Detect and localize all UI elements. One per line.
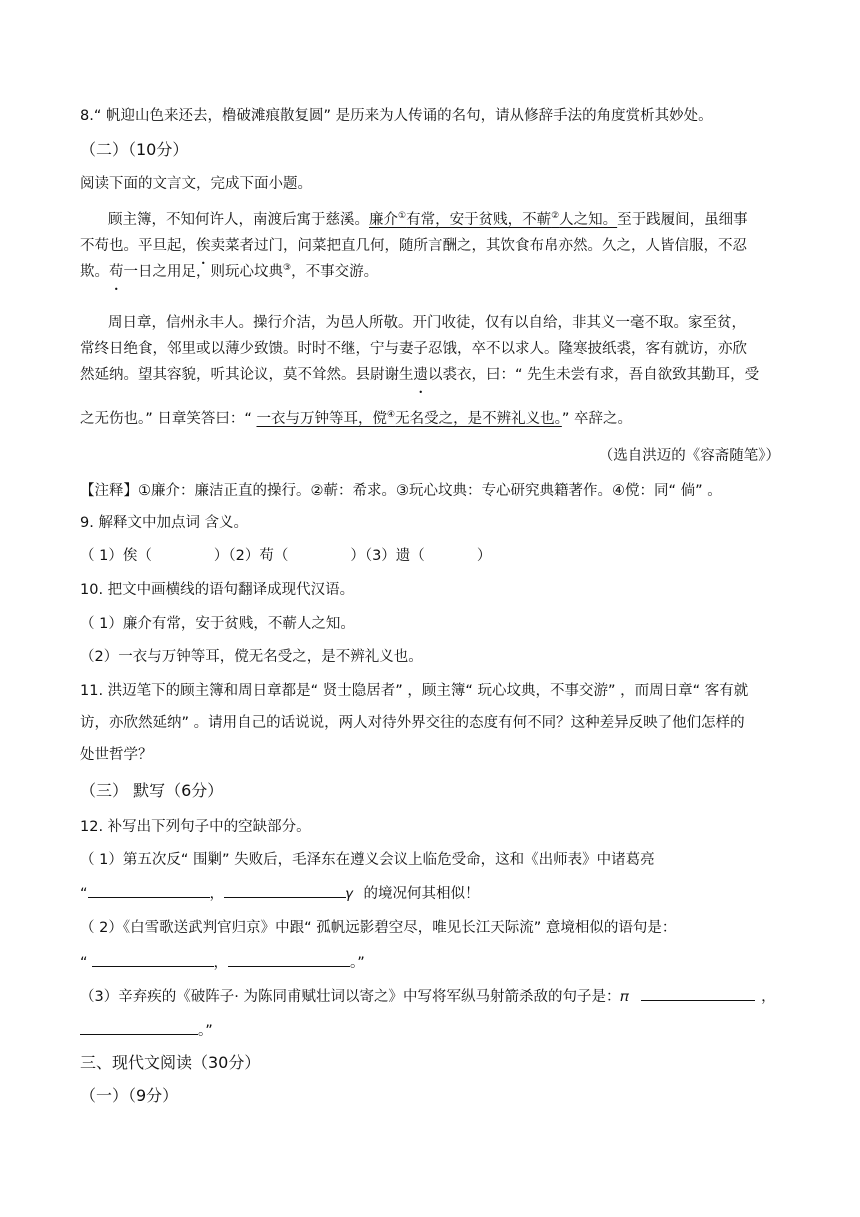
question-9: 9. 解释文中加点词 含义。	[80, 515, 249, 531]
question-12-item-2-line2: “ ， 。”	[80, 952, 785, 973]
section-3-heading: （三） 默写（6分）	[80, 781, 224, 800]
question-12-item-3-line2: 。”	[80, 1020, 785, 1041]
passage-p2-line4: 之无伤也。” 日章笑答曰：“ 一衣与万钟等耳，傥④无名受之，是不辨礼义也。” 卒辞之。	[80, 410, 632, 427]
stray-mark: 𝛾	[346, 886, 354, 902]
section-2-instruction: 阅读下面的文言文，完成下面小题。	[80, 176, 312, 192]
annotation-notes: 【注释】①廉介：廉洁正直的操行。②蕲：希求。③玩心坟典：专心研究典籍著作。④傥：同“ 倘” 。	[80, 483, 722, 499]
question-9-items: （ 1）俟（ ）（2）苟（ ）（3）遗（ ）	[80, 548, 492, 564]
question-10-sentence-1: （ 1）廉介有常，安于贫贱，不蕲人之知。	[80, 616, 355, 632]
section-2-heading: （二）（10分）	[80, 140, 189, 159]
passage-p1-line2: 不苟也。平旦起，俟卖菜者过门，问菜把直几何，随所言酬之，其饮食布帛亦然。久之，人皆信服，不忍	[80, 238, 747, 254]
underlined-sentence: 廉介①有常，安于贫贱，不蕲②人之知。	[369, 211, 618, 228]
answer-blank[interactable]	[228, 952, 350, 967]
question-10: 10. 把文中画横线的语句翻译成现代汉语。	[80, 582, 355, 598]
answer-blank[interactable]	[80, 1020, 198, 1035]
passage-source: （选自洪迈的《容斋随笔》）	[598, 448, 780, 464]
dotted-word-wei: 遗	[413, 367, 428, 383]
question-11-line2: 访，亦欣然延纳” 。请用自己的话说说，两人对待外界交往的态度有何不同？这种差异反映了他们怎样的	[80, 715, 745, 731]
question-10-sentence-2: （2）一衣与万钟等耳，傥无名受之，是不辨礼义也。	[80, 649, 423, 665]
question-12-item-2-line1: （ 2）《白雪歌送武判官归京》中跟“ 孤帆远影碧空尽，唯见长江天际流” 意境相似的语句是：	[80, 920, 677, 936]
answer-blank[interactable]	[88, 883, 210, 898]
subsection-1-heading: （一）（9分）	[80, 1086, 179, 1105]
dotted-word-si: 俟	[196, 238, 211, 254]
passage-p1-line3: 欺。苟一日之用足，则玩心坟典③，不事交游。	[80, 263, 379, 280]
question-11-line3: 处世哲学？	[80, 747, 153, 763]
note-marker-1: ①	[398, 211, 407, 222]
passage-text: 至于践履间，虽细事	[617, 212, 748, 228]
passage-text: 顾主簿，不知何许人，南渡后寓于慈溪。	[108, 212, 369, 228]
dotted-word-gou: 苟	[109, 264, 124, 280]
note-marker-4: ④	[387, 410, 396, 421]
part-3-heading: 三、现代文阅读（30分）	[80, 1053, 261, 1072]
answer-blank[interactable]	[92, 952, 214, 967]
answer-blank[interactable]	[224, 883, 346, 898]
stray-mark: 𝜋	[620, 989, 630, 1005]
passage-p1-line1	[80, 210, 785, 230]
question-12-item-3-line1: （3）辛弃疾的《破阵子· 为陈同甫赋壮词以寄之》中写将军纵马射箭杀敌的句子是：𝜋 ，	[80, 986, 785, 1007]
q9-item-1: （ 1）俟（	[80, 548, 152, 564]
passage-p2-line3: 然延纳。望其容貌，听其论议，莫不耸然。县尉谢生遗以裘衣，曰：“ 先生未尝有求，吾自欲致其勤耳，受	[80, 367, 760, 383]
question-12: 12. 补写出下列句子中的空缺部分。	[80, 819, 311, 835]
note-marker-2: ②	[551, 211, 560, 222]
question-11-line1: 11. 洪迈笔下的顾主簿和周日章都是“ 贤士隐居者” ，顾主簿“ 玩心坟典，不事交游” ，而周日章“ 客有就	[80, 683, 749, 699]
question-8: 8.“ 帆迎山色来还去，橹破滩痕散复圆” 是历来为人传诵的名句，请从修辞手法的角度赏析其妙处。	[80, 108, 713, 124]
q9-item-2: ）（2）苟（	[213, 548, 289, 564]
answer-blank[interactable]	[641, 986, 755, 1001]
note-marker-3: ③	[283, 263, 292, 274]
question-12-item-1-line2: “ ， 𝛾 的境况何其相似！	[80, 883, 785, 904]
passage-p2-line1: 周日章，信州永丰人。操行介洁，为邑人所敬。开门收徒，仅有以自给，非其义一毫不取。家至贫，	[108, 315, 746, 331]
underlined-sentence: 一衣与万钟等耳，傥④无名受之，是不辨礼义也。	[256, 410, 562, 427]
passage-p2-line2: 常终日绝食，邻里或以薄少致馈。时时不继，宁与妻子忍饿，卒不以求人。隆寒披纸裘，客有就访，亦欣	[80, 341, 747, 357]
question-12-item-1-line1: （ 1）第五次反“ 围剿” 失败后，毛泽东在遵义会议上临危受命，这和《出师表》中诸葛亮	[80, 852, 655, 868]
q9-item-3: ）（3）遗（	[350, 548, 425, 564]
